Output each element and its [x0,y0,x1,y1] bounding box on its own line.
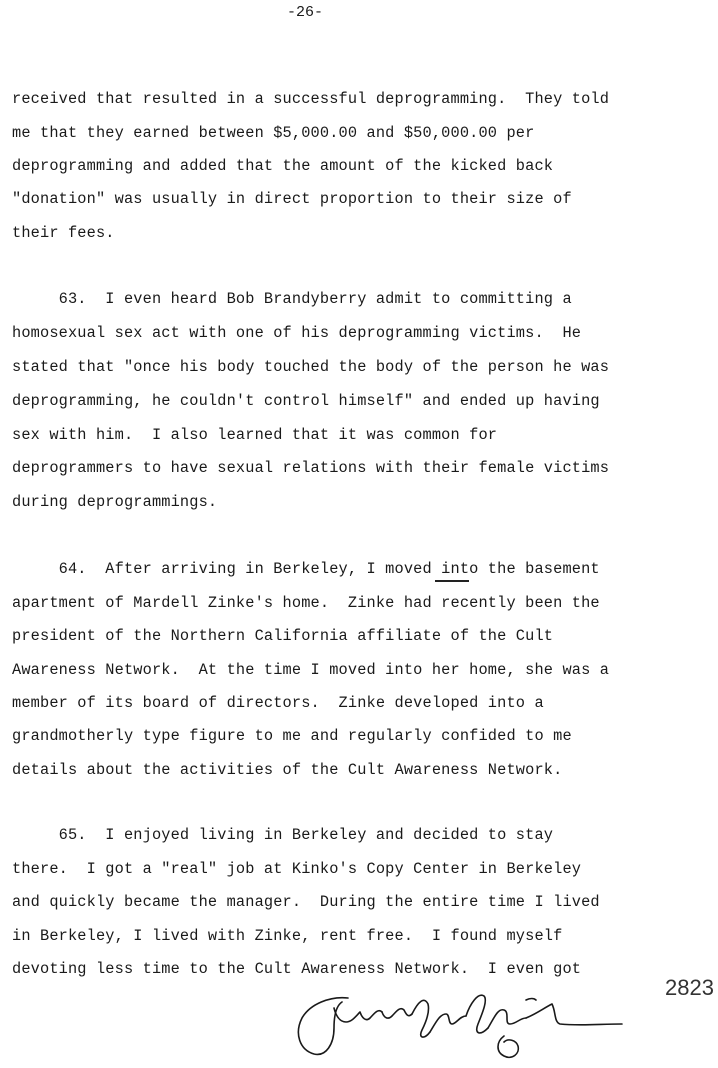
paragraph-64-line: 64. After arriving in Berkeley, I moved into the basement [12,560,600,578]
text-line: me that they earned between $5,000.00 and $50,000.00 per [12,124,535,142]
paragraph-64-line: details about the activities of the Cult Awareness Network. [12,761,563,779]
paragraph-64-line: grandmotherly type figure to me and regularly confided to me [12,727,572,745]
paragraph-64-line: apartment of Mardell Zinke's home. Zinke had recently been the [12,594,600,612]
page-number: -26- [286,4,323,21]
paragraph-64-line: Awareness Network. At the time I moved into her home, she was a [12,661,610,679]
paragraph-63-line: deprogramming, he couldn't control himself" and ended up having [12,392,600,410]
paragraph-65-line: devoting less time to the Cult Awareness Network. I even got [12,960,582,978]
paragraph-63-line: 63. I even heard Bob Brandyberry admit to committing a [12,290,572,308]
paragraph-65-line: and quickly became the manager. During the entire time I lived [12,893,600,911]
paragraph-63-line: during deprogrammings. [12,493,218,511]
text-line: "donation" was usually in direct proportion to their size of [12,190,572,208]
text-line: their fees. [12,224,115,242]
paragraph-63-line: homosexual sex act with one of his deprogramming victims. He [12,324,582,342]
document-stamp-number: 2823 [665,975,714,1000]
paragraph-63-line: sex with him. I also learned that it was common for [12,426,498,444]
paragraph-64-line: president of the Northern California affiliate of the Cult [12,627,554,645]
handwritten-underline-mark [435,580,469,582]
handwritten-signature [290,978,630,1068]
text-line: received that resulted in a successful deprogramming. They told [12,90,610,108]
paragraph-65-line: 65. I enjoyed living in Berkeley and decided to stay [12,826,554,844]
paragraph-65-line: there. I got a "real" job at Kinko's Copy Center in Berkeley [12,860,582,878]
paragraph-63-line: stated that "once his body touched the body of the person he was [12,358,610,376]
text-line: deprogramming and added that the amount of the kicked back [12,157,554,175]
paragraph-63-line: deprogrammers to have sexual relations with their female victims [12,459,610,477]
paragraph-64-line: member of its board of directors. Zinke developed into a [12,694,544,712]
paragraph-65-line: in Berkeley, I lived with Zinke, rent free. I found myself [12,927,563,945]
